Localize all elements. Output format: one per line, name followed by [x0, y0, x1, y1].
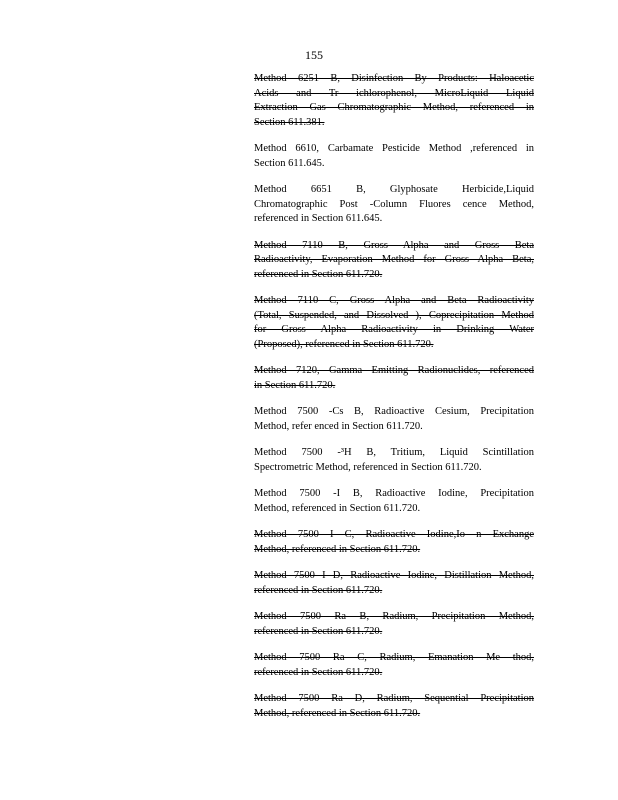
entry-line: Method 6251 B, Disinfection By Products: Haloacetic: [254, 73, 534, 84]
struck-method-entry: [254, 692, 534, 721]
entry-line: Method 6651 B, Glyphosate Herbicide,Liquid: [254, 184, 534, 195]
entry-line: Method 7120, Gamma Emitting Radionuclides, referenced: [254, 365, 534, 376]
entry-line: referenced in Section 611.720.: [254, 666, 383, 678]
entry-line: Method 7500 -³H B, Tritium, Liquid Scintillation: [254, 447, 534, 458]
entry-line: Section 611.645.: [254, 157, 325, 169]
entry-line: Method 7110 B, Gross Alpha and Gross Beta: [254, 239, 534, 251]
method-entry: [254, 487, 534, 516]
entry-line: Method 7500 -Cs B, Radioactive Cesium, Precipitation: [254, 406, 534, 417]
struck-method-entry: [254, 528, 534, 557]
struck-method-entry: [254, 610, 534, 639]
method-entry: [254, 183, 534, 227]
entry-line: Chromatographic Post -Column Fluores cence Method,: [254, 198, 534, 210]
entry-line: Method 7500 Ra D, Radium, Sequential Precipitation: [254, 693, 534, 704]
entry-line: Method 7500 I C, Radioactive Iodine,Io n Exchange: [254, 529, 534, 540]
entry-line: referenced in Section 611.720.: [254, 625, 383, 637]
entry-line: Method 7500 -I B, Radioactive Iodine, Precipitation: [254, 488, 534, 499]
method-entry: [254, 446, 534, 475]
struck-method-entry: [254, 294, 534, 352]
entry-line: Method, referenced in Section 611.720.: [254, 502, 421, 514]
page-number: 155: [305, 48, 323, 62]
entry-line: referenced in Section 611.645.: [254, 213, 383, 224]
entry-line: in Section 611.720.: [254, 379, 336, 391]
entry-line: Section 611.381.: [254, 116, 325, 128]
entry-line: Method, referenced in Section 611.720.: [254, 707, 421, 719]
entry-line: Spectrometric Method, referenced in Section 611.720.: [254, 461, 482, 473]
struck-method-entry: [254, 651, 534, 680]
entry-line: (Total, Suspended, and Dissolved ), Coprecipitation Method: [254, 309, 534, 321]
struck-method-entry: [254, 569, 534, 598]
entry-line: Radioactivity, Evaporation Method for Gross Alpha Beta,: [254, 254, 534, 265]
entry-line: Method 7500 I D, Radioactive Iodine, Distillation Method,: [254, 570, 534, 581]
entry-line: Method, refer enced in Section 611.720.: [254, 420, 423, 432]
struck-method-entry: [254, 72, 534, 130]
method-reference-list: [254, 72, 534, 733]
method-entry: [254, 142, 534, 171]
entry-line: (Proposed), referenced in Section 611.720.: [254, 338, 434, 350]
entry-line: Method 7500 Ra B, Radium, Precipitation Method,: [254, 611, 534, 622]
entry-line: Method, referenced in Section 611.720.: [254, 543, 421, 555]
entry-line: referenced in Section 611.720.: [254, 268, 383, 280]
method-entry: [254, 405, 534, 434]
entry-line: Extraction Gas Chromatographic Method, referenced in: [254, 102, 534, 113]
entry-line: Method 6610, Carbamate Pesticide Method ,referenced in: [254, 143, 534, 154]
entry-line: Acids and Tr ichlorophenol, MicroLiquid Liquid: [254, 87, 534, 99]
entry-line: for Gross Alpha Radioactivity in Drinking Water: [254, 324, 534, 335]
entry-line: referenced in Section 611.720.: [254, 584, 383, 596]
struck-method-entry: [254, 364, 534, 393]
entry-line: Method 7500 Ra C, Radium, Emanation Me thod,: [254, 652, 534, 663]
struck-method-entry: [254, 239, 534, 283]
entry-line: Method 7110 C, Gross Alpha and Beta Radioactivity: [254, 295, 534, 306]
